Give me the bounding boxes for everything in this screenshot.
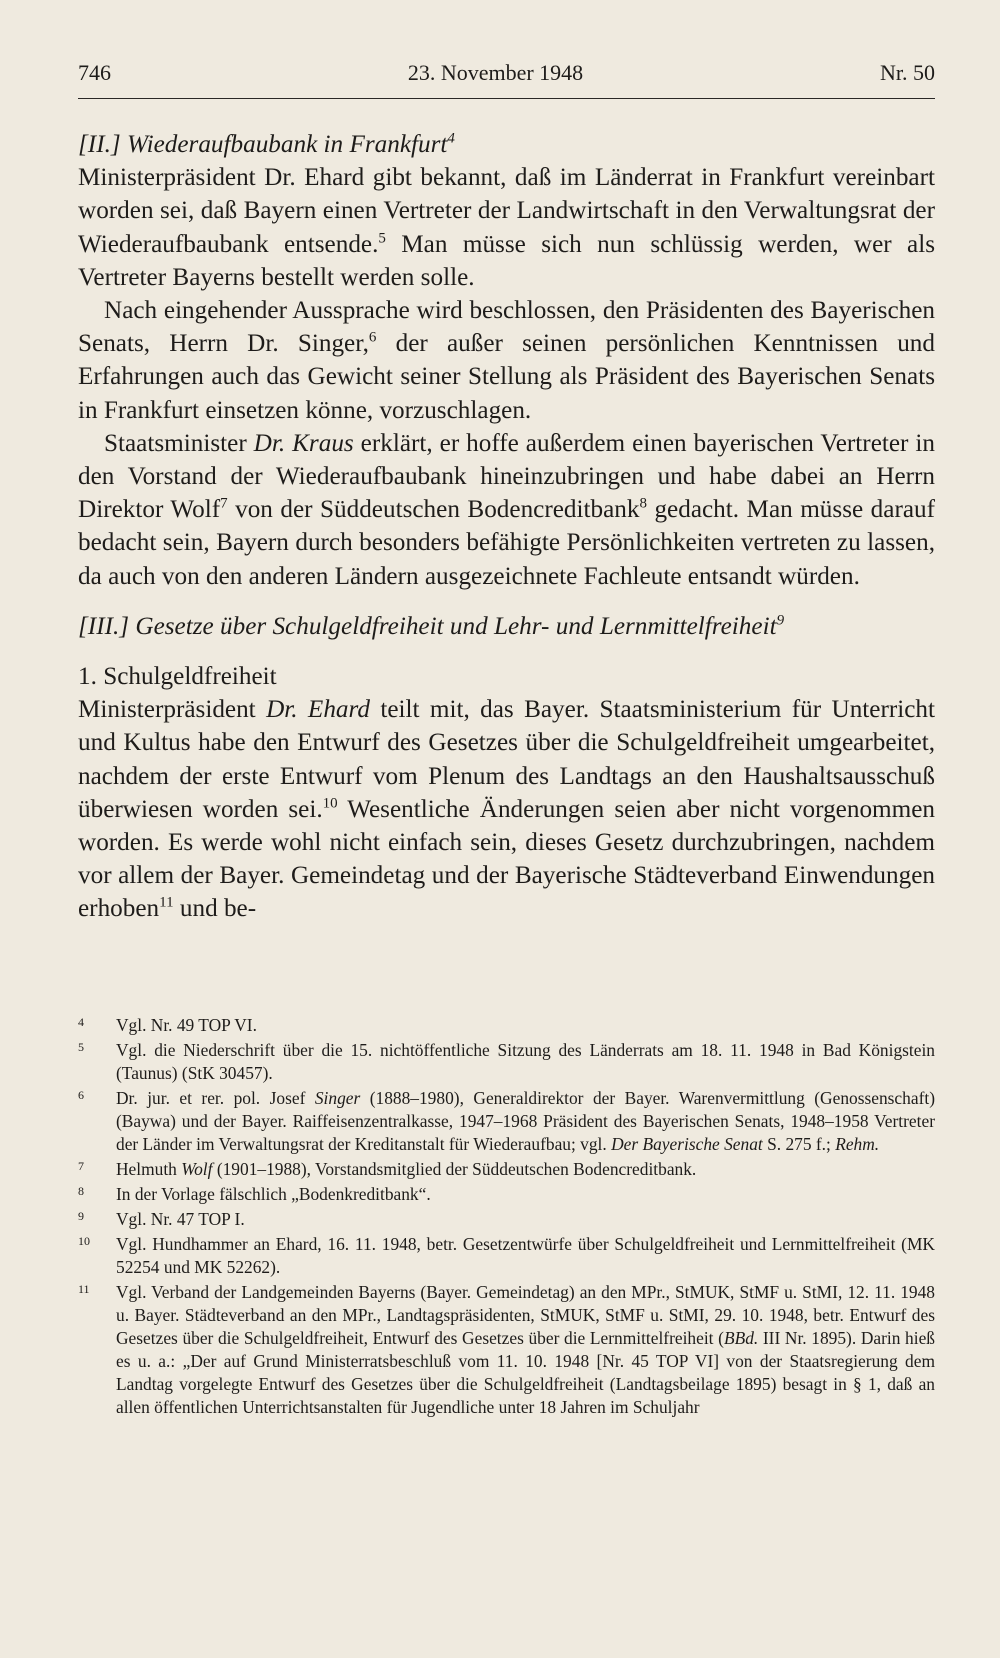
footnote [78, 1233, 935, 1279]
cited-work: Rehm. [835, 1134, 880, 1154]
footnote-text [116, 1158, 935, 1181]
speaker-name: Dr. Ehard [266, 696, 370, 724]
section-heading-ii [78, 128, 935, 161]
paragraph-text: erklärt, er hoffe außerdem einen bayerischen Vertreter in den Vorstand der Wiederaufbaubank hineinzubringen und habe dabei an Herrn Direktor Wolf [78, 429, 935, 524]
page-number: 746 [78, 60, 111, 85]
footnote-ref: 4 [447, 130, 455, 147]
paragraph-text: und be- [173, 895, 257, 923]
footnote [78, 1087, 935, 1156]
footnote-ref: 5 [378, 230, 386, 247]
footnote-text: Vgl. Nr. 49 TOP VI. [116, 1015, 257, 1035]
footnote-text: Vgl. die Niederschrift über die 15. nichtöffentliche Sitzung des Länderrats am 18. 11. 1948 in Bad Königstein (Taunus) (StK 30457). [116, 1040, 935, 1083]
footnote-ref: 8 [639, 495, 647, 512]
paragraph [78, 427, 935, 593]
paragraph-text: Staatsminister [104, 429, 254, 457]
footnote-text: Vgl. Hundhammer an Ehard, 16. 11. 1948, betr. Gesetzentwürfe über Schulgeldfreiheit und Lernmittelfreiheit (MK 52254 und MK 52262). [116, 1234, 935, 1277]
spacer [78, 593, 935, 610]
footnote-ref: 9 [776, 612, 785, 629]
header-date: 23. November 1948 [407, 60, 584, 85]
paragraph [78, 693, 935, 925]
section-title: Gesetze über Schulgeldfreiheit und Lehr- und Lernmittelfreiheit [135, 612, 777, 640]
spacer [78, 643, 935, 660]
person-name: Singer [314, 1088, 361, 1108]
paragraph-text: der außer seinen persönlichen Kenntnissen und Erfahrungen auch das Gewicht seiner Stellung als Präsident des Bayerischen Senats in Frankfurt einsetzen könne, vorzuschlagen. [78, 330, 935, 424]
footnote [78, 1183, 935, 1206]
footnote-segment: Dr. jur. et rer. pol. Josef [116, 1088, 315, 1108]
footnote [78, 1281, 935, 1419]
footnote-ref: 11 [159, 895, 174, 912]
footnote-text: Vgl. Nr. 47 TOP I. [116, 1209, 245, 1229]
cited-work: Der Bayerische Senat [611, 1134, 763, 1154]
header-rule [78, 98, 935, 99]
footnote [78, 1039, 935, 1085]
main-text [78, 128, 935, 926]
footnote-segment: (1901–1988), Vorstandsmitglied der Süddeutschen Bodencreditbank. [212, 1159, 697, 1179]
running-header [78, 60, 935, 86]
speaker-name: Dr. Kraus [253, 429, 354, 457]
paragraph-text: teilt mit, das Bayer. Staatsministerium für Unterricht und Kultus habe den Entwurf des Gesetzes über die Schulgeldfreiheit umgearbeitet, nachdem der erste Entwurf vom Plenum des Landtags an den Haushaltsausschuß überwiesen worden sei. [78, 696, 936, 823]
footnote-number: 9 [78, 1209, 84, 1223]
section-heading-iii [78, 610, 935, 643]
paragraph-text: gedacht. Man müsse darauf bedacht sein, Bayern durch besonders befähigte Persönlichkeiten vertreten zu lassen, da auch von den anderen Ländern ausgezeichnete Fachleute entsandt würden. [78, 496, 935, 590]
paragraph-text: Nach eingehender Aussprache wird beschlossen, den Präsidenten des Bayerischen Senats, Herrn Dr. Singer, [78, 297, 935, 358]
footnote-number: 4 [78, 1015, 84, 1029]
paragraph [78, 161, 935, 294]
footnote-segment: III Nr. 1895). Darin hieß es u. a.: „Der auf Grund Ministerratsbeschluß vom 11. 10. 1948 [Nr. 45 TOP VI] von der Staatsregierung dem Landtag vorgelegte Entwurf des Gesetzes über die Schulgeldfreiheit (Landtagsbeilage 1895) besagt in § 1, daß an allen öffentlichen Unterrichtsanstalten für Jugendliche unter 18 Jahren im Schuljahr [116, 1328, 935, 1417]
paragraph-text: von der Süddeutschen Bodencreditbank [227, 496, 640, 524]
footnote-segment: Helmuth [116, 1159, 182, 1179]
footnote-segment: Vgl. Verband der Landgemeinden Bayerns (Bayer. Gemeindetag) an den MPr., StMUK, StMF u. StMI, 12. 11. 1948 u. Bayer. Städteverband an den MPr., Landtagspräsidenten, StMUK, StMF u. StMI, 29. 10. 1948, betr. Entwurf des Gesetzes über die Schulgeldfreiheit, Entwurf des Gesetzes über die Lernmittelfreiheit ( [116, 1282, 935, 1348]
footnote-number: 11 [78, 1282, 90, 1296]
footnote-text [116, 1281, 935, 1419]
footnote [78, 1208, 935, 1231]
footnote-segment: S. 275 f.; [762, 1134, 836, 1154]
document-number: Nr. 50 [879, 60, 935, 85]
paragraph-text: Wesentliche Änderungen seien aber nicht vorgenommen worden. Es werde wohl nicht einfach sein, dieses Gesetz durchzubringen, nachdem vor allem der Bayer. Gemeindetag und der Bayerische Städteverband Einwendungen erhoben [78, 795, 935, 923]
footnote-number: 5 [78, 1040, 84, 1054]
footnote-ref: 6 [368, 329, 377, 346]
footnote-ref: 7 [220, 495, 228, 512]
footnote-text: In der Vorlage fälschlich „Bodenkreditbank“. [116, 1184, 431, 1204]
paragraph-text: Ministerpräsident [78, 696, 267, 724]
section-bracket: [II.] [78, 131, 121, 158]
paragraph [78, 294, 935, 427]
paragraph-text: Ministerpräsident Dr. Ehard gibt bekannt, daß im Länderrat in Frankfurt vereinbart worden sei, daß Bayern einen Vertreter der Landwirtschaft in den Verwaltungsrat der Wiederaufbaubank entsende. [78, 164, 935, 258]
footnote-number: 7 [78, 1159, 84, 1173]
footnote-number: 10 [78, 1234, 90, 1248]
footnote-segment: (1888–1980), Generaldirektor der Bayer. Warenvermittlung (Genossenschaft) (Baywa) und der Bayer. Raiffeisenzentralkasse, 1947–1968 Präsident des Bayerischen Senats, 1948–1958 Vertreter der Länder im Verwaltungsrat der Kreditanstalt für Wiederaufbau; vgl. [116, 1088, 935, 1154]
person-name: Wolf [181, 1159, 213, 1179]
footnote [78, 1014, 935, 1037]
footnote [78, 1158, 935, 1181]
cited-work: BBd. [723, 1328, 759, 1348]
footnotes [78, 1014, 935, 1421]
footnote-number: 6 [78, 1088, 84, 1102]
footnote-text [116, 1087, 935, 1156]
section-title: Wiederaufbaubank in Frankfurt [126, 131, 448, 158]
footnote-ref: 10 [322, 795, 338, 812]
subsection-heading: 1. Schulgeldfreiheit [78, 663, 277, 691]
paragraph-text: Man müsse sich nun schlüssig werden, wer als Vertreter Bayerns bestellt werden solle. [78, 230, 936, 291]
footnote-number: 8 [78, 1184, 84, 1198]
section-bracket: [III.] [78, 612, 130, 640]
